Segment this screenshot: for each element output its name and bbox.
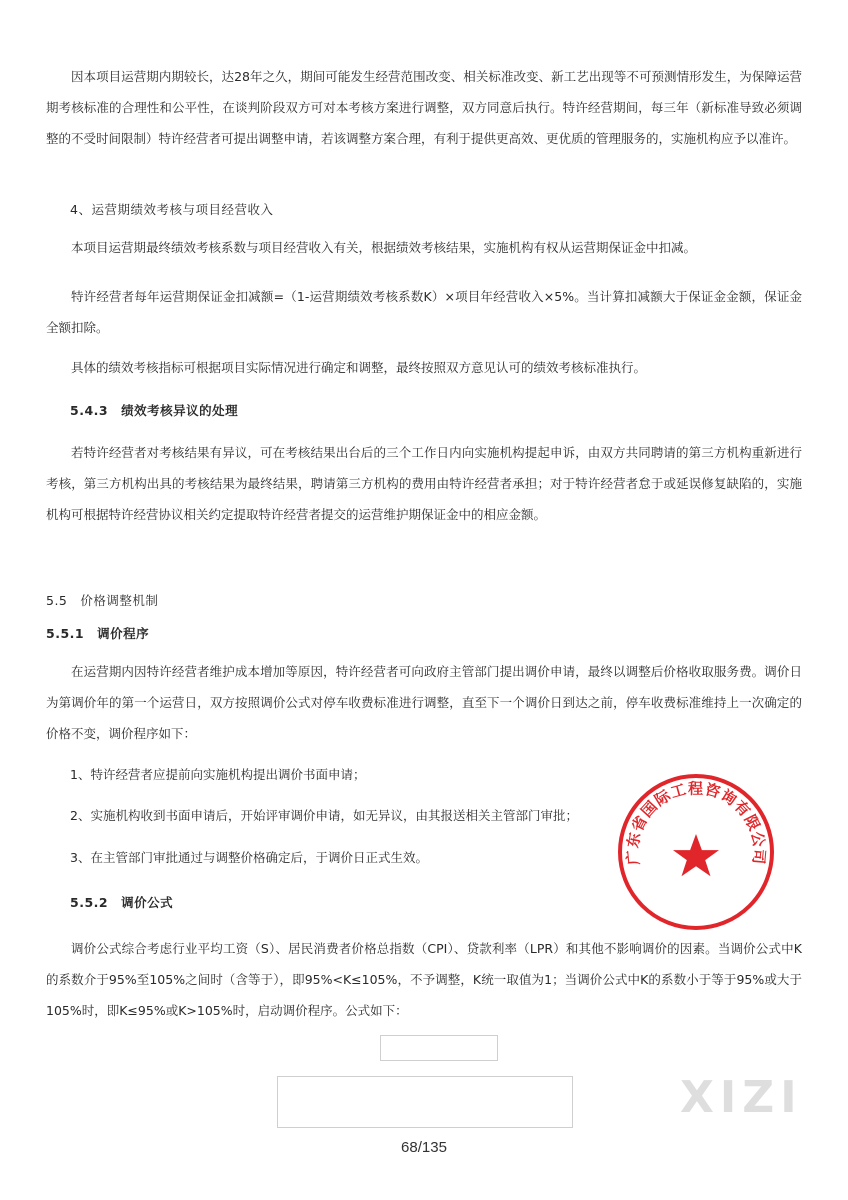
paragraph-performance-revenue: 本项目运营期最终绩效考核系数与项目经营收入有关，根据绩效考核结果，实施机构有权从运营期保证金中扣减。	[71, 240, 697, 255]
list-item-step-2: 2、实施机构收到书面申请后，开始评审调价申请，如无异议，由其报送相关主管部门审批；	[70, 808, 578, 823]
list-item-step-3: 3、在主管部门审批通过与调整价格确定后，于调价日正式生效。	[70, 850, 428, 865]
company-seal-stamp	[616, 772, 776, 932]
heading-5-5: 5.5 价格调整机制	[46, 593, 159, 608]
watermark-logo: XIZI	[680, 1072, 803, 1123]
heading-performance-revenue: 4、运营期绩效考核与项目经营收入	[70, 202, 274, 217]
heading-5-4-3: 5.4.3 绩效考核异议的处理	[70, 403, 239, 418]
paragraph-objection-handling: 若特许经营者对考核结果有异议，可在考核结果出台后的三个工作日内向实施机构提起申诉，由双方共同聘请的第三方机构重新进行考核，第三方机构出具的考核结果为最终结果，聘请第三方机构的费用由特许经营者承担；对于特许经营者怠于或延误修复缺陷的，实施机构可根据特许经营协议相关约定提取特许经营者提交的运营维护期保证金中的相应金额。	[46, 445, 802, 522]
seal-star-icon	[673, 834, 719, 876]
paragraph-price-formula: 调价公式综合考虑行业平均工资（S）、居民消费者价格总指数（CPI）、贷款利率（LPR）和其他不影响调价的因素。当调价公式中K的系数介于95%至105%之间时（含等于），即95%<K≤105%，不予调整，K统一取值为1；当调价公式中K的系数小于等于95%或大于105%时，即K≤95%或K>105%时，启动调价程序。公式如下：	[46, 941, 802, 1018]
heading-5-5-1: 5.5.1 调价程序	[46, 626, 150, 641]
seal-text: 广东省国际工程咨询有限公司	[623, 779, 769, 866]
heading-5-5-2: 5.5.2 调价公式	[70, 895, 174, 910]
list-item-step-1: 1、特许经营者应提前向实施机构提出调价书面申请；	[70, 767, 366, 782]
page-number: 68/135	[401, 1139, 447, 1156]
paragraph-deduction-formula: 特许经营者每年运营期保证金扣减额=（1-运营期绩效考核系数K）×项目年经营收入×5%。当计算扣减额大于保证金金额，保证金全额扣除。	[46, 289, 802, 335]
paragraph-indicator-adjustment: 具体的绩效考核指标可根据项目实际情况进行确定和调整，最终按照双方意见认可的绩效考核标准执行。	[71, 360, 647, 375]
paragraph-price-procedure: 在运营期内因特许经营者维护成本增加等原因，特许经营者可向政府主管部门提出调价申请，最终以调整后价格收取服务费。调价日为第调价年的第一个运营日，双方按照调价公式对停车收费标准进行调整，直至下一个调价日到达之前，停车收费标准维持上一次确定的价格不变，调价程序如下：	[46, 664, 802, 741]
formula-image-placeholder	[380, 1035, 498, 1061]
paragraph-term-adjustment: 因本项目运营期内期较长，达28年之久，期间可能发生经营范围改变、相关标准改变、新工艺出现等不可预测情形发生，为保障运营期考核标准的合理性和公平性，在谈判阶段双方可对本考核方案进行调整，双方同意后执行。特许经营期间，每三年（新标准导致必须调整的不受时间限制）特许经营者可提出调整申请，若该调整方案合理，有利于提供更高效、更优质的管理服务的，实施机构应予以准许。	[46, 69, 802, 146]
formula-image-placeholder-large	[277, 1076, 573, 1128]
